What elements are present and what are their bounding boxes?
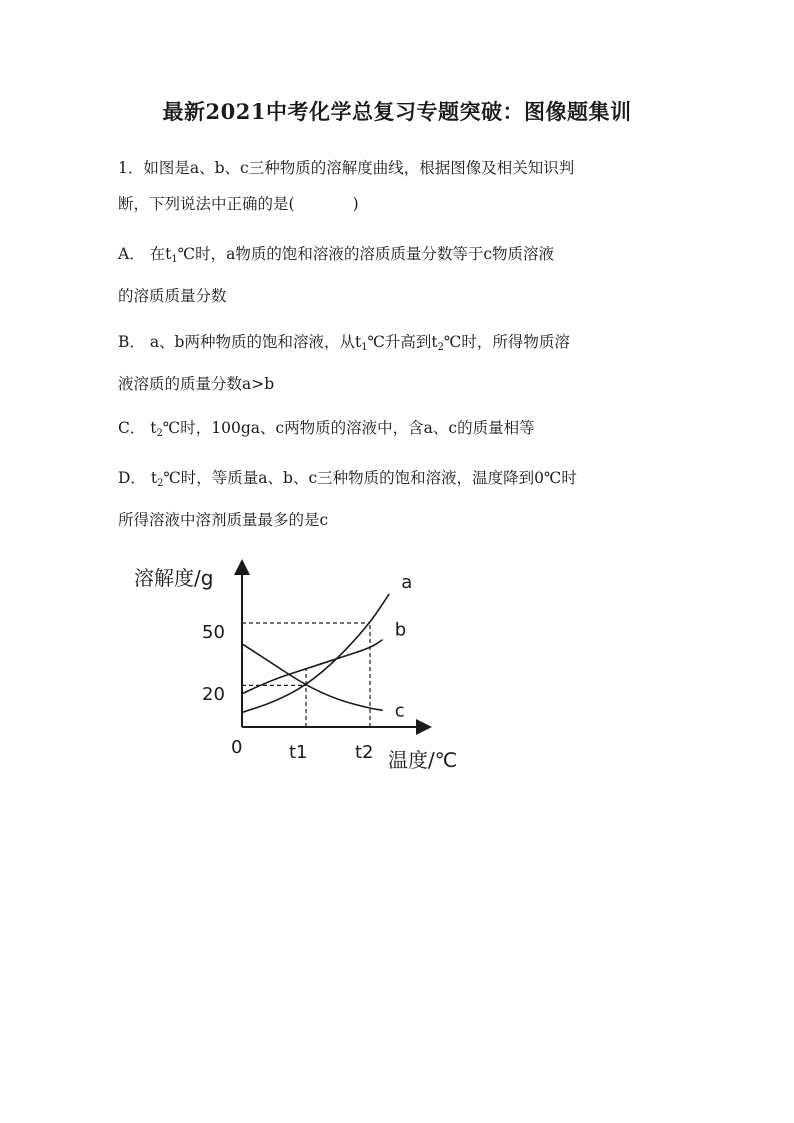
solubility-chart <box>126 555 476 785</box>
y-axis-label: 溶解度/g <box>134 566 214 590</box>
option-d-line2: 所得溶液中溶剂质量最多的是c <box>118 511 329 529</box>
option-d-text-2: ℃时，等质量a、b、c三种物质的饱和溶液，温度降到0℃时 <box>163 469 577 487</box>
option-b-text-3: ℃时，所得物质溶 <box>444 333 570 351</box>
x-axis-label: 温度/℃ <box>388 748 458 772</box>
y-tick-50: 50 <box>202 622 225 643</box>
option-d-sub: 2 <box>157 478 164 489</box>
option-c-text-1: C． t <box>118 419 157 437</box>
option-d-text-1: D． t <box>118 469 158 487</box>
option-a-sub: 1 <box>171 254 178 265</box>
page-title: 最新2021中考化学总复习专题突破：图像题集训 <box>162 99 632 124</box>
option-b-sub-2: 2 <box>437 342 445 353</box>
curve-label-b: b <box>394 619 407 641</box>
question-stem-line2-pre: 断，下列说法中正确的是( <box>118 195 295 213</box>
solubility-chart-svg <box>126 555 476 785</box>
x-tick-0: 0 <box>231 737 243 758</box>
option-b-text-1: B． a、b两种物质的饱和溶液，从t <box>118 333 362 351</box>
option-b <box>118 324 688 402</box>
option-b-line2: 液溶质的质量分数a>b <box>118 375 275 393</box>
curve-a <box>242 594 389 713</box>
option-c <box>118 410 688 452</box>
curve-labels <box>395 572 412 721</box>
option-a-text-2: ℃时，a物质的饱和溶液的溶质质量分数等于c物质溶液 <box>177 245 554 263</box>
option-c-text-2: ℃时，100ga、c两物质的溶液中，含a、c的质量相等 <box>162 419 535 437</box>
curve-label-a: a <box>401 571 413 593</box>
x-tick-t2: t2 <box>355 742 374 763</box>
y-tick-20: 20 <box>202 684 225 705</box>
question-stem-line2-post: ) <box>352 195 359 213</box>
option-a-text-1: A． 在t <box>118 245 172 263</box>
question-stem-line1: 1．如图是a、b、c三种物质的溶解度曲线，根据图像及相关知识判 <box>118 159 575 177</box>
curves <box>242 594 389 713</box>
curve-label-c: c <box>394 700 405 722</box>
option-b-line1 <box>118 324 688 366</box>
option-c-sub: 2 <box>156 428 163 439</box>
guide-lines <box>242 623 370 727</box>
option-a <box>118 236 688 314</box>
option-d <box>118 460 688 538</box>
option-b-sub-1: 1 <box>361 342 368 353</box>
option-a-line2: 的溶质质量分数 <box>118 287 227 305</box>
x-tick-t1: t1 <box>289 742 308 763</box>
curve-c <box>242 644 383 711</box>
question-stem-line2 <box>118 186 688 222</box>
question-stem <box>118 150 688 222</box>
option-d-line1 <box>118 460 688 502</box>
option-b-text-2: ℃升高到t <box>367 333 438 351</box>
option-a-line1 <box>118 236 688 278</box>
option-c-line1 <box>118 410 688 452</box>
